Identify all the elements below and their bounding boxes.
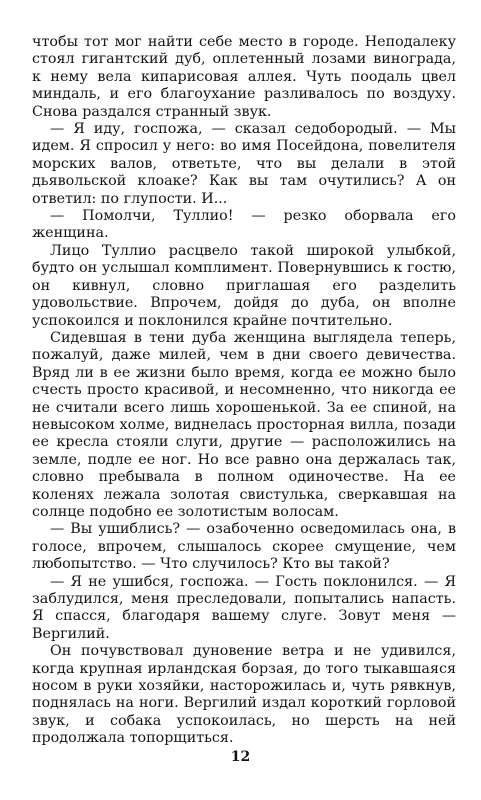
text-block [32, 34, 456, 748]
paragraph-continuation: чтобы тот мог найти себе место в городе. Неподалеку стоял гигантский дуб, оплетенный лозами винограда, к нему вела кипарисовая аллея. Чуть поодаль цвел миндаль, и его благоухание разливалось по воздуху. Снова раздался странный звук. [32, 34, 456, 120]
paragraph-dialogue-question: — Вы ушиблись? — озабоченно осведомилась она, в голосе, впрочем, слышалось скорее смущение, чем любопытство. — Что случилось? Кто вы такой? [32, 521, 456, 573]
paragraph-dialogue-greybeard: — Я иду, госпожа, — сказал седобородый. — Мы идем. Я спросил у него: во имя Посейдона, повелителя морских валов, ответьте, что вы делали в этой дьявольской клоаке? Как вы там очутились? А он ответил: по глупости. И... [32, 121, 456, 207]
paragraph-woman-description: Сидевшая в тени дуба женщина выглядела теперь, пожалуй, даже милей, чем в дни своего девичества. Вряд ли в ее жизни было время, когда ее можно было счесть просто красивой, и несомненно, что никогда ее не считали всего лишь хорошенькой. За ее спиной, на невысоком холме, виднелась просторная вилла, позади ее кресла стояли слуги, другие — расположились на земле, подле ее ног. Но все равно она держалась так, словно пребывала в полном одиночестве. На ее коленях лежала золотая свистулька, сверкавшая на солнце подобно ее золотистым волосам. [32, 329, 456, 520]
page-number: 12 [230, 749, 251, 765]
paragraph-tullio-smile: Лицо Туллио расцвело такой широкой улыбкой, будто он услышал комплимент. Повернувшись к гостю, он кивнул, словно приглашая его разделить удовольствие. Впрочем, дойдя до дуба, он вполне успокоился и поклонился крайне почтительно. [32, 242, 456, 329]
paragraph-greyhound: Он почувствовал дуновение ветра и не удивился, когда крупная ирландская борзая, до того тыкавшаяся носом в руки хозяйки, насторожилась и, чуть рявкнув, поднялась на ноги. Вергилий издал короткий горловой звук, и собака успокоилась, но шерсть на ней продолжала топорщиться. [32, 643, 456, 747]
paragraph-dialogue-vergil: — Я не ушибся, госпожа. — Гость поклонился. — Я заблудился, меня преследовали, попытались напасть. Я спасся, благодаря вашему слуге. Зовут меня — Вергилий. [32, 573, 456, 642]
paragraph-dialogue-woman: — Помолчи, Туллио! — резко оборвала его женщина. [32, 208, 456, 242]
page-body [32, 34, 456, 747]
